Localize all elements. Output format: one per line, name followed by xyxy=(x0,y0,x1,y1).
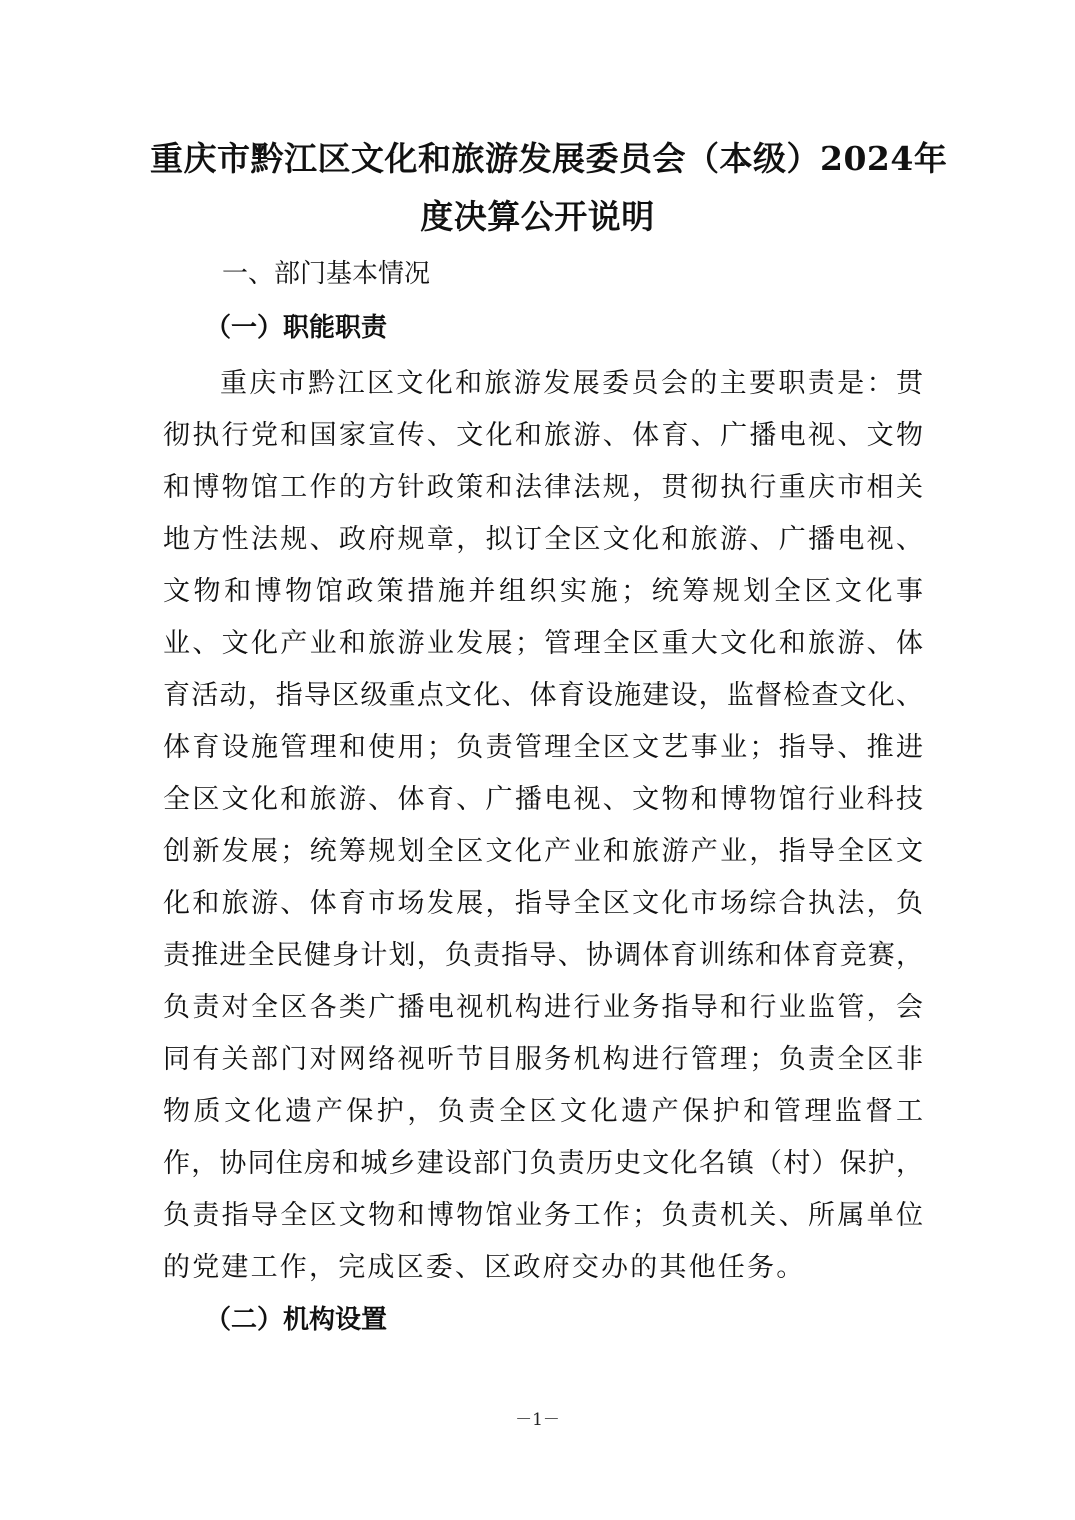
paragraph-line: 化和旅游、体育市场发展，指导全区文化市场综合执法，负 xyxy=(163,888,923,919)
title-line-2: 度决算公开说明 xyxy=(420,197,655,236)
page-number: －1－ xyxy=(515,1410,560,1430)
paragraph-line: 地方性法规、政府规章，拟订全区文化和旅游、广播电视、 xyxy=(163,524,923,555)
subsection-heading-organization: （二）机构设置 xyxy=(205,1305,388,1335)
paragraph-line: 作，协同住房和城乡建设部门负责历史文化名镇（村）保护， xyxy=(163,1148,923,1179)
title-line-1: 重庆市黔江区文化和旅游发展委员会（本级）2024年 xyxy=(150,139,948,178)
paragraph-line: 责推进全民健身计划，负责指导、协调体育训练和体育竞赛， xyxy=(163,940,923,971)
duties-paragraph xyxy=(163,358,923,1294)
paragraph-line: 同有关部门对网络视听节目服务机构进行管理；负责全区非 xyxy=(163,1044,923,1075)
paragraph-line: 和博物馆工作的方针政策和法律法规，贯彻执行重庆市相关 xyxy=(163,472,923,503)
paragraph-line: 的党建工作，完成区委、区政府交办的其他任务。 xyxy=(163,1252,806,1283)
paragraph-line: 彻执行党和国家宣传、文化和旅游、体育、广播电视、文物 xyxy=(163,420,923,451)
paragraph-line: 创新发展；统筹规划全区文化产业和旅游产业，指导全区文 xyxy=(163,836,923,867)
section-heading-basic-info: 一、部门基本情况 xyxy=(222,259,431,289)
paragraph-line: 重庆市黔江区文化和旅游发展委员会的主要职责是：贯 xyxy=(220,368,923,399)
paragraph-line: 业、文化产业和旅游业发展；管理全区重大文化和旅游、体 xyxy=(163,628,923,659)
paragraph-line: 文物和博物馆政策措施并组织实施；统筹规划全区文化事 xyxy=(163,576,923,607)
document-title xyxy=(150,130,948,246)
paragraph-line: 负责指导全区文物和博物馆业务工作；负责机关、所属单位 xyxy=(163,1200,923,1231)
paragraph-line: 育活动，指导区级重点文化、体育设施建设，监督检查文化、 xyxy=(163,680,923,711)
paragraph-line: 全区文化和旅游、体育、广播电视、文物和博物馆行业科技 xyxy=(163,784,923,815)
subsection-heading-duties: （一）职能职责 xyxy=(205,313,388,343)
paragraph-line: 物质文化遗产保护，负责全区文化遗产保护和管理监督工 xyxy=(163,1096,923,1127)
paragraph-line: 体育设施管理和使用；负责管理全区文艺事业；指导、推进 xyxy=(163,732,923,763)
paragraph-line: 负责对全区各类广播电视机构进行业务指导和行业监管，会 xyxy=(163,992,923,1023)
